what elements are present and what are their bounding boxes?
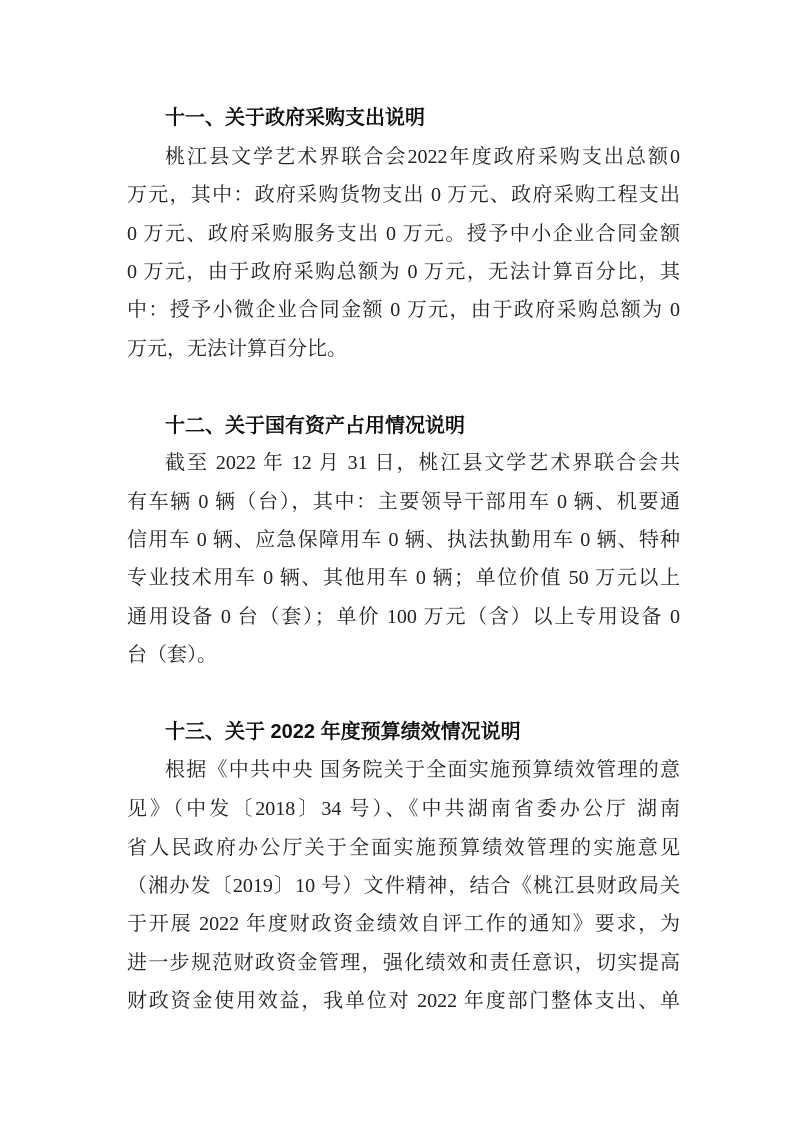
paragraph-line: 中：授予小微企业合同金额 0 万元，由于政府采购总额为 0 bbox=[127, 299, 680, 321]
paragraph-line: 财政资金使用效益，我单位对 2022 年度部门整体支出、单 bbox=[127, 990, 680, 1012]
paragraph-line: 通用设备 0 台（套）；单价 100 万元（含）以上专用设备 0 bbox=[127, 606, 680, 628]
paragraph-line: 于开展 2022 年度财政资金绩效自评工作的通知》要求，为 bbox=[127, 913, 680, 935]
paragraph-line: 省人民政府办公厅关于全面实施预算绩效管理的实施意见 bbox=[127, 837, 680, 859]
paragraph-line: 进一步规范财政资金管理，强化绩效和责任意识，切实提高 bbox=[127, 952, 680, 974]
paragraph-line: 截至 2022 年 12 月 31 日，桃江县文学艺术界联合会共 bbox=[165, 452, 680, 474]
paragraph-line: 见》（中发〔2018〕34 号）、《中共湖南省委办公厅 湖南 bbox=[127, 798, 680, 820]
paragraph-line: 有车辆 0 辆（台），其中：主要领导干部用车 0 辆、机要通 bbox=[127, 491, 680, 513]
paragraph-line: 万元，无法计算百分比。 bbox=[127, 338, 347, 360]
section-heading: 十二、关于国有资产占用情况说明 bbox=[165, 415, 465, 437]
paragraph-line: （湘办发〔2019〕10 号）文件精神，结合《桃江县财政局关 bbox=[127, 875, 680, 897]
paragraph-line: 万元，其中：政府采购货物支出 0 万元、政府采购工程支出 bbox=[127, 184, 680, 206]
paragraph-line: 信用车 0 辆、应急保障用车 0 辆、执法执勤用车 0 辆、特种 bbox=[127, 529, 680, 551]
paragraph-line: 专业技术用车 0 辆、其他用车 0 辆；单位价值 50 万元以上 bbox=[127, 567, 680, 589]
paragraph-line: 根据《中共中央 国务院关于全面实施预算绩效管理的意 bbox=[165, 759, 680, 781]
section-heading: 十一、关于政府采购支出说明 bbox=[165, 107, 425, 129]
section-heading: 十三、关于 2022 年度预算绩效情况说明 bbox=[165, 721, 521, 743]
paragraph-line: 0 万元、政府采购服务支出 0 万元。授予中小企业合同金额 bbox=[127, 223, 680, 245]
paragraph-line: 0 万元，由于政府采购总额为 0 万元，无法计算百分比，其 bbox=[127, 261, 680, 283]
paragraph-line: 台（套）。 bbox=[127, 644, 217, 666]
paragraph-line: 桃江县文学艺术界联合会2022年度政府采购支出总额0 bbox=[165, 146, 680, 168]
